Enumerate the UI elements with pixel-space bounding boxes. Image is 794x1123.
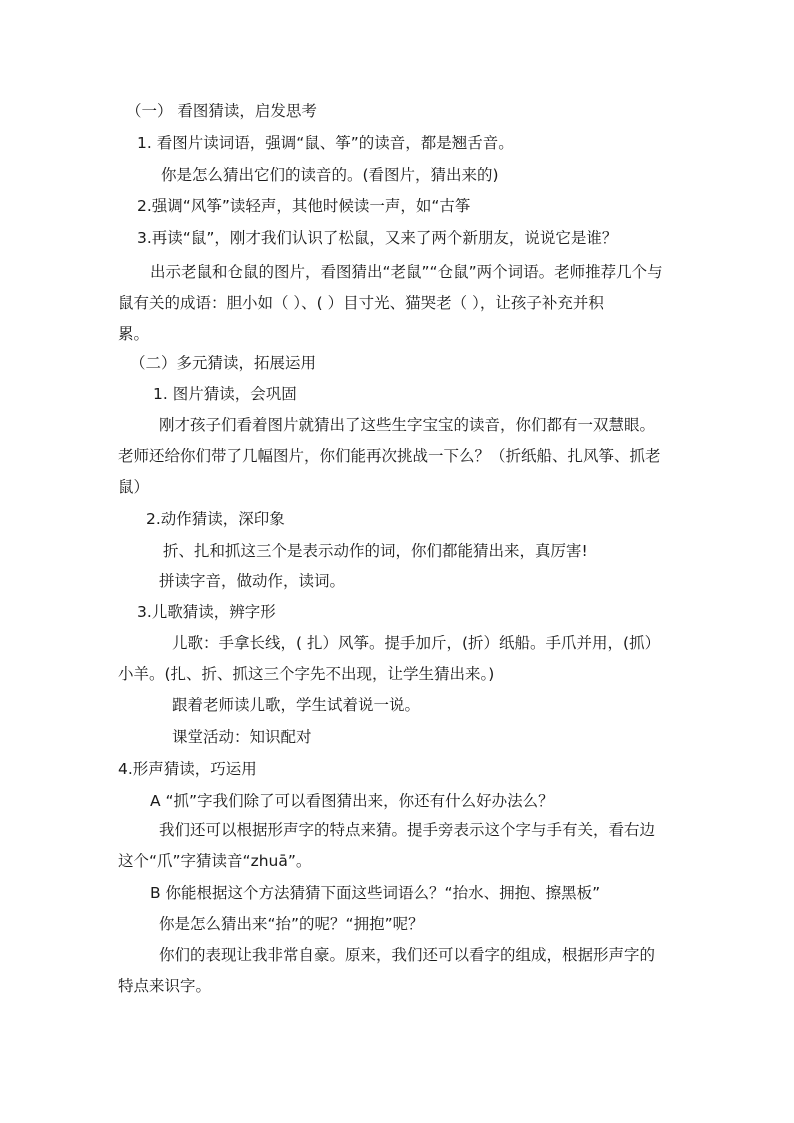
item-2-3: 3.儿歌猜读，辨字形: [137, 603, 276, 621]
paragraph: 鼠有关的成语：胆小如（ ）、( ）目寸光、猫哭老（ ），让孩子补充并积: [118, 294, 604, 312]
paragraph: 你是怎么猜出它们的读音的。(看图片，猜出来的): [161, 166, 499, 184]
paragraph: 累。: [118, 325, 150, 343]
paragraph: 儿歌：手拿长线，( 扎）风筝。提手加斤，(折）纸船。手爪并用，(抓）: [172, 634, 661, 652]
paragraph: 特点来识字。: [118, 977, 212, 995]
paragraph: B 你能根据这个方法猜猜下面这些词语么？“抬水、拥抱、擦黑板”: [150, 884, 601, 902]
item-2-1: 1. 图片猜读，会巩固: [153, 385, 297, 403]
paragraph: 你们的表现让我非常自豪。原来，我们还可以看字的组成，根据形声字的: [159, 946, 656, 964]
paragraph: 鼠）: [118, 478, 150, 496]
paragraph: 老师还给你们带了几幅图片，你们能再次挑战一下么？（折纸船、扎风筝、抓老: [118, 447, 661, 465]
paragraph: 课堂活动：知识配对: [172, 728, 312, 746]
item-1-1: 1. 看图片读词语，强调“鼠、筝”的读音，都是翘舌音。: [137, 134, 514, 152]
paragraph: 拼读字音，做动作，读词。: [159, 572, 346, 590]
item-2-4: 4.形声猜读，巧运用: [118, 760, 257, 778]
paragraph: A “抓”字我们除了可以看图猜出来，你还有什么好办法么？: [150, 792, 554, 810]
paragraph: 刚才孩子们看着图片就猜出了这些生字宝宝的读音，你们都有一双慧眼。: [159, 416, 656, 434]
paragraph: 跟着老师读儿歌，学生试着说一说。: [172, 696, 421, 714]
paragraph: 小羊。(扎、折、抓这三个字先不出现，让学生猜出来。): [118, 665, 495, 683]
heading-section-1: （一） 看图猜读，启发思考: [126, 102, 317, 120]
paragraph: 折、扎和抓这三个是表示动作的词，你们都能猜出来，真厉害!: [163, 542, 588, 560]
paragraph: 这个“爪”字猜读音“zhuā”。: [118, 852, 312, 870]
item-1-2: 2.强调“风筝”读轻声，其他时候读一声，如“古筝: [137, 197, 471, 215]
paragraph: 出示老鼠和仓鼠的图片，看图猜出“老鼠”“仓鼠”两个词语。老师推荐几个与: [150, 263, 663, 281]
paragraph: 你是怎么猜出来“抬”的呢？“拥抱”呢？: [159, 915, 424, 933]
item-1-3: 3.再读“鼠”，刚才我们认识了松鼠，又来了两个新朋友，说说它是谁？: [137, 229, 618, 247]
item-2-2: 2.动作猜读，深印象: [146, 510, 285, 528]
paragraph: 我们还可以根据形声字的特点来猜。提手旁表示这个字与手有关，看右边: [159, 821, 656, 839]
heading-section-2: （二）多元猜读，拓展运用: [130, 354, 317, 372]
